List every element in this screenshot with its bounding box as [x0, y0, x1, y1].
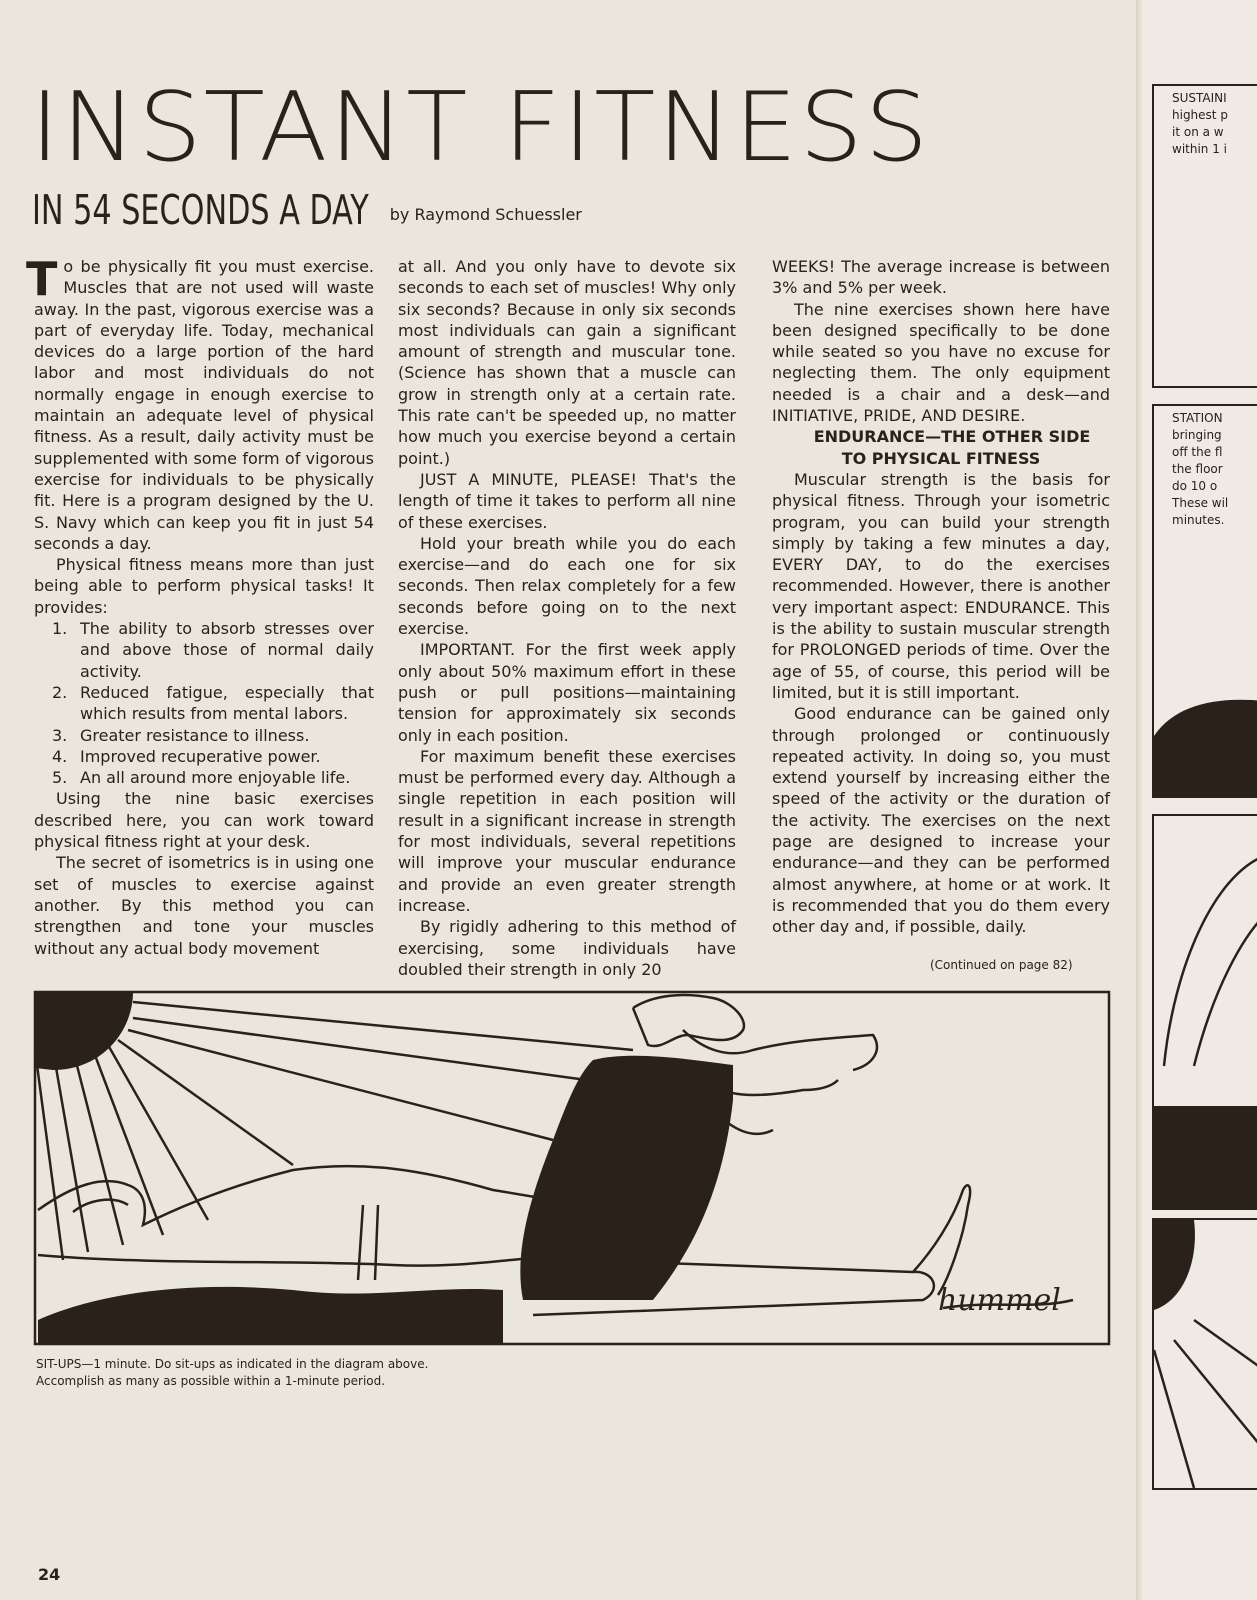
list-item: [52, 618, 374, 682]
subtitle-row: [32, 186, 932, 234]
page-number: 24: [38, 1565, 61, 1584]
paragraph: Good endurance can be gained only through prolonged or continuously repeated activity. In doing so, you must extend yourself by increasing either the speed of the activity or the duration of the activity. The exercises on the next page are designed to increase your endurance—and they can be performed almost anywhere, at home or at work. It is recommended that you do them every other day and, if possible, daily.: [772, 704, 1110, 937]
benefits-list: [34, 618, 374, 788]
ground-shadow: [38, 1287, 503, 1344]
paragraph: Physical fitness means more than just being able to perform physical tasks! It provides:: [34, 555, 374, 617]
illustration-caption: SIT-UPS—1 minute. Do sit-ups as indicated in the diagram above. Accomplish as many as possible within a 1-minute period.: [36, 1357, 429, 1388]
facing-page-box-3: [1152, 814, 1257, 1210]
sun-shape: [35, 992, 133, 1070]
list-text: Improved recuperative power.: [80, 746, 321, 766]
facing-page-box-2: [1152, 404, 1257, 798]
facing-illustration: [1154, 686, 1257, 796]
continued-note: (Continued on page 82): [930, 958, 1073, 972]
list-number: 1.: [52, 619, 68, 639]
list-item: [52, 746, 374, 767]
paragraph: Muscular strength is the basis for physical fitness. Through your isometric program, you can build your strength simply by taking a few minutes a day, EVERY DAY, to do the exercises recommended. However, there is another very important aspect: ENDURANCE. This is the ability to sustain muscular strength for PROLONGED periods of time. Over the age of 55, of course, this period will be limited, but it is still important.: [772, 469, 1110, 702]
paragraph: By rigidly adhering to this method of exercising, some individuals have doubled their strength in only 20: [398, 917, 736, 979]
illustrator-signature: hummel: [938, 1283, 1061, 1318]
page-gutter: [1136, 0, 1144, 1600]
list-text: Reduced fatigue, especially that which results from mental labors.: [80, 682, 374, 724]
situp-illustration: [33, 990, 1111, 1346]
subhead-line: ENDURANCE—THE OTHER SIDE: [813, 427, 1091, 447]
list-number: 2.: [52, 682, 68, 702]
paragraph: Using the nine basic exercises described here, you can work toward physical fitness right at your desk.: [34, 789, 374, 852]
subhead-line: TO PHYSICAL FITNESS: [841, 448, 1041, 468]
text-column-2: [398, 256, 736, 980]
article-title: INSTANT FITNESS: [30, 71, 931, 183]
facing-illustration: [1154, 816, 1257, 1208]
paragraph: IMPORTANT. For the first week apply only about 50% maximum effort in these push or pull positions—maintaining tension for approximately six seconds only in each position.: [398, 640, 736, 745]
paragraph: The secret of isometrics is in using one set of muscles to exercise against another. By this method you can strengthen and tone your muscles without any actual body movement: [34, 853, 374, 958]
text-column-3: [772, 256, 1110, 938]
list-text: Greater resistance to illness.: [80, 725, 310, 745]
paragraph: The nine exercises shown here have been designed specifically to be done while seated so you have no excuse for neglecting them. The only equipment needed is a chair and a desk—and INITIATIVE, PRIDE, AND DESIRE.: [772, 299, 1110, 426]
facing-illustration: [1154, 1220, 1257, 1488]
drop-cap: T: [26, 252, 58, 306]
paragraph: Hold your breath while you do each exercise—and do each one for six seconds. Then relax completely for a few seconds before going on to the next exercise.: [398, 533, 736, 639]
article-subtitle: IN 54 SECONDS A DAY: [32, 186, 369, 234]
facing-page-text: STATION bringing off the fl the floor do 10 o These wil minutes.: [1172, 411, 1229, 527]
paragraph: For maximum benefit these exercises must be performed every day. Although a single repetition in each position will result in a significant increase in strength for most individuals, several repetitions will improve your muscular endurance and provide an even greater strength increase.: [398, 746, 736, 915]
paragraph: JUST A MINUTE, PLEASE! That's the length of time it takes to perform all nine of these exercises.: [398, 469, 736, 532]
list-item: [52, 725, 374, 746]
list-number: 4.: [52, 746, 68, 766]
facing-page-box-4: [1152, 1218, 1257, 1490]
section-subhead: [772, 426, 1110, 469]
paragraph: o be physically fit you must exercise. Muscles that are not used will waste away. In the past, vigorous exercise was a part of everyday life. Today, mechanical devices do a large portion of the hard labor and most individuals do not normally engage in enough exercise to maintain an adequate level of physical fitness. As a result, daily activity must be supplemented with some form of vigorous exercise for individuals to be physically fit. Here is a program designed by the U. S. Navy which can keep you fit in just 54 seconds a day.: [34, 257, 374, 553]
facing-page-text: SUSTAINI highest p it on a w within 1 i: [1172, 91, 1228, 156]
list-item: [52, 767, 374, 788]
paragraph: at all. And you only have to devote six seconds to each set of muscles! Why only six seconds? Because in only six seconds most individuals can gain a significant amount of strength and muscular tone. (Science has shown that a muscle can grow in strength only at a certain rate. This rate can't be speeded up, no matter how much you exercise beyond a certain point.): [398, 257, 736, 468]
text-column-1: [26, 252, 374, 959]
list-text: An all around more enjoyable life.: [80, 768, 351, 788]
byline: by Raymond Schuessler: [389, 205, 582, 224]
list-text: The ability to absorb stresses over and above those of normal daily activity.: [80, 619, 374, 681]
list-item: [52, 682, 374, 725]
list-number: 5.: [52, 768, 68, 788]
list-number: 3.: [52, 725, 68, 745]
facing-page-box-1: [1152, 84, 1257, 388]
paragraph: WEEKS! The average increase is between 3% and 5% per week.: [772, 257, 1110, 298]
